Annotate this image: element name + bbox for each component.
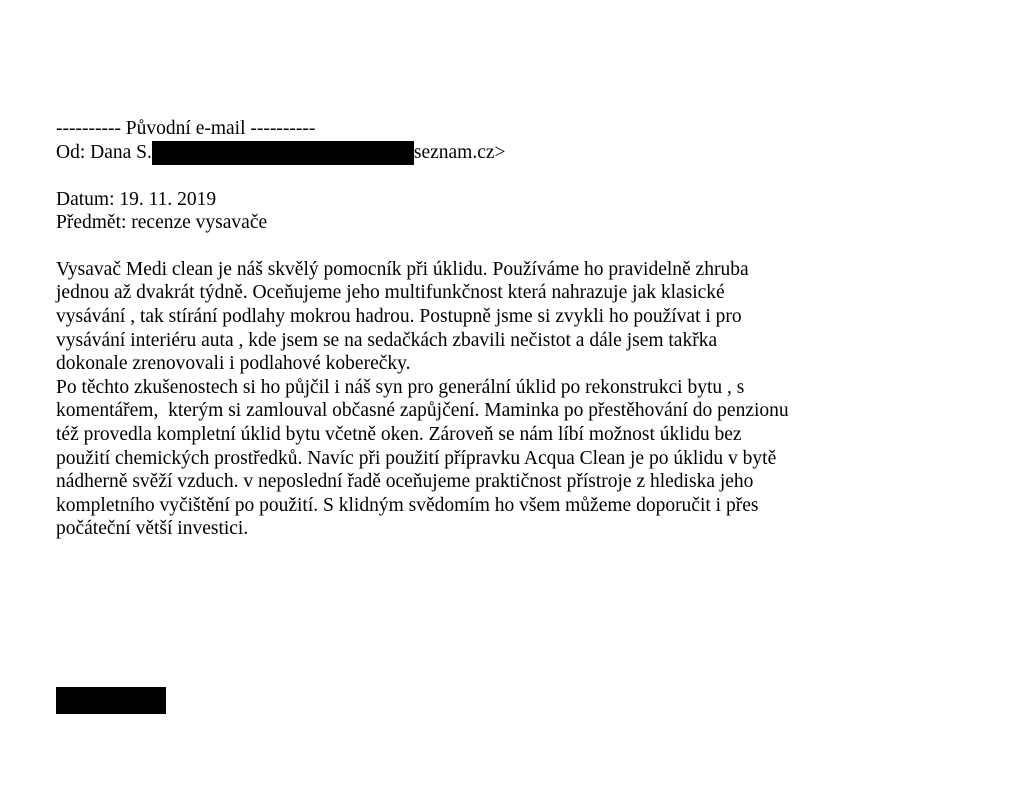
from-prefix: Od: Dana S.: [56, 141, 152, 163]
redacted-signature-box: [56, 687, 166, 714]
redacted-email-box: [152, 141, 414, 165]
body-line: Vysavač Medi clean je náš skvělý pomocník při úklidu. Používáme ho pravidelně zhruba: [56, 258, 749, 280]
body-line: Po těchto zkušenostech si ho půjčil i náš syn pro generální úklid po rekonstrukci bytu , s: [56, 376, 745, 398]
email-document: [56, 117, 996, 541]
date-line: Datum: 19. 11. 2019: [56, 188, 217, 210]
body-line: použití chemických prostředků. Navíc při použití přípravku Acqua Clean je po úklidu v bytě: [56, 447, 777, 469]
body-line: komentářem, kterým si zamlouval občasné zapůjčení. Maminka po přestěhování do penzionu: [56, 400, 789, 422]
body-line: kompletního vyčištění po použití. S klidným svědomím ho všem můžeme doporučit i přes: [56, 494, 759, 516]
body-line: vysávání interiéru auta , kde jsem se na sedačkách zbavili nečistot a dále jsem takřka: [56, 329, 718, 351]
body-line: jednou až dvakrát týdně. Oceňujeme jeho multifunkčnost která nahrazuje jak klasické: [56, 282, 725, 304]
body-line: vysávání , tak stírání podlahy mokrou hadrou. Postupně jsme si zvykli ho používat i pro: [56, 305, 742, 327]
body-line: počáteční větší investici.: [56, 518, 249, 540]
body-line: dokonale zrenovovali i podlahové koberečky.: [56, 353, 411, 375]
body-line: též provedla kompletní úklid bytu včetně oken. Zároveň se nám líbí možnost úklidu bez: [56, 423, 742, 445]
from-suffix: seznam.cz>: [413, 141, 506, 163]
body-line: nádherně svěží vzduch. v neposlední řadě oceňujeme praktičnost přístroje z hlediska jeho: [56, 471, 754, 493]
spacer: [56, 235, 996, 258]
from-line: [56, 141, 996, 165]
email-body: [56, 258, 996, 541]
original-email-separator: ---------- Původní e-mail ----------: [56, 118, 316, 139]
spacer: [56, 165, 996, 188]
subject-line: Předmět: recenze vysavače: [56, 212, 268, 234]
